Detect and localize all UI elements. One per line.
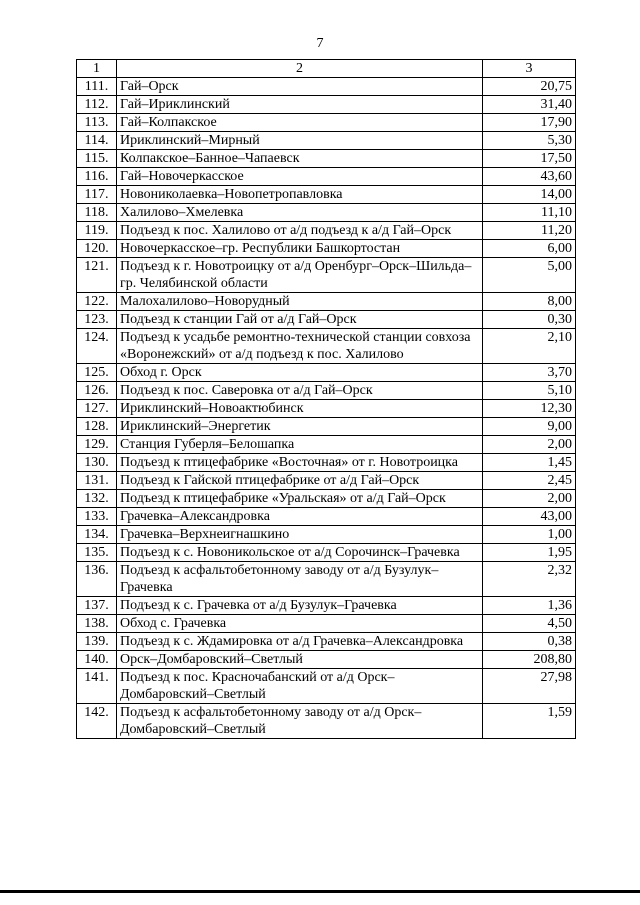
table-row <box>77 382 576 400</box>
table-body <box>77 78 576 739</box>
table-row <box>77 258 576 293</box>
table-row <box>77 114 576 132</box>
row-number: 135. <box>77 544 117 562</box>
table-row <box>77 669 576 704</box>
row-number: 136. <box>77 562 117 597</box>
table-row <box>77 633 576 651</box>
road-name: Малохалилово–Новорудный <box>117 293 483 311</box>
road-length: 1,59 <box>483 704 576 739</box>
road-name: Подъезд к птицефабрике «Уральская» от а/д Гай–Орск <box>117 490 483 508</box>
table-row <box>77 544 576 562</box>
row-number: 137. <box>77 597 117 615</box>
table-row <box>77 651 576 669</box>
table-row <box>77 436 576 454</box>
road-name: Подъезд к птицефабрике «Восточная» от г. Новотроицка <box>117 454 483 472</box>
road-name: Обход г. Орск <box>117 364 483 382</box>
road-length: 2,10 <box>483 329 576 364</box>
row-number: 125. <box>77 364 117 382</box>
road-length: 1,45 <box>483 454 576 472</box>
table-row <box>77 78 576 96</box>
road-name: Станция Губерля–Белошапка <box>117 436 483 454</box>
road-name: Ириклинский–Новоактюбинск <box>117 400 483 418</box>
table-row <box>77 597 576 615</box>
table-header-row <box>77 60 576 78</box>
table-row <box>77 186 576 204</box>
road-length: 208,80 <box>483 651 576 669</box>
road-name: Подъезд к усадьбе ремонтно-технической станции совхоза «Воронежский» от а/д подъезд к пос. Халилово <box>117 329 483 364</box>
row-number: 118. <box>77 204 117 222</box>
road-name: Орск–Домбаровский–Светлый <box>117 651 483 669</box>
table-row <box>77 508 576 526</box>
road-length: 0,38 <box>483 633 576 651</box>
road-name: Подъезд к станции Гай от а/д Гай–Орск <box>117 311 483 329</box>
road-name: Гай–Колпакское <box>117 114 483 132</box>
road-length: 2,00 <box>483 436 576 454</box>
row-number: 113. <box>77 114 117 132</box>
row-number: 131. <box>77 472 117 490</box>
table-row <box>77 400 576 418</box>
page-number: 7 <box>316 36 324 51</box>
road-length: 11,10 <box>483 204 576 222</box>
row-number: 138. <box>77 615 117 633</box>
road-length: 5,30 <box>483 132 576 150</box>
road-name: Подъезд к г. Новотроицку от а/д Оренбург–Орск–Шильда–гр. Челябинской области <box>117 258 483 293</box>
row-number: 133. <box>77 508 117 526</box>
row-number: 120. <box>77 240 117 258</box>
road-length: 5,00 <box>483 258 576 293</box>
road-length: 1,95 <box>483 544 576 562</box>
road-length: 8,00 <box>483 293 576 311</box>
road-length: 43,60 <box>483 168 576 186</box>
road-name: Обход с. Грачевка <box>117 615 483 633</box>
road-length: 17,50 <box>483 150 576 168</box>
bottom-rule <box>0 890 640 893</box>
row-number: 130. <box>77 454 117 472</box>
table-row <box>77 364 576 382</box>
road-length: 20,75 <box>483 78 576 96</box>
table-row <box>77 562 576 597</box>
table-row <box>77 526 576 544</box>
road-name: Подъезд к с. Ждамировка от а/д Грачевка–Александровка <box>117 633 483 651</box>
table-row <box>77 168 576 186</box>
row-number: 122. <box>77 293 117 311</box>
column-header-length: 3 <box>483 60 576 78</box>
table-row <box>77 472 576 490</box>
road-length: 43,00 <box>483 508 576 526</box>
table-row <box>77 204 576 222</box>
road-length: 11,20 <box>483 222 576 240</box>
road-name: Гай–Ириклинский <box>117 96 483 114</box>
road-length: 6,00 <box>483 240 576 258</box>
row-number: 119. <box>77 222 117 240</box>
road-name: Подъезд к асфальтобетонному заводу от а/д Орск–Домбаровский–Светлый <box>117 704 483 739</box>
road-length: 1,00 <box>483 526 576 544</box>
table-header <box>77 60 576 78</box>
road-name: Халилово–Хмелевка <box>117 204 483 222</box>
road-name: Подъезд к с. Грачевка от а/д Бузулук–Грачевка <box>117 597 483 615</box>
row-number: 129. <box>77 436 117 454</box>
road-name: Новочеркасское–гр. Республики Башкортостан <box>117 240 483 258</box>
row-number: 128. <box>77 418 117 436</box>
row-number: 142. <box>77 704 117 739</box>
table-row <box>77 132 576 150</box>
road-name: Гай–Орск <box>117 78 483 96</box>
row-number: 111. <box>77 78 117 96</box>
road-length: 0,30 <box>483 311 576 329</box>
road-name: Подъезд к с. Новоникольское от а/д Сорочинск–Грачевка <box>117 544 483 562</box>
road-length: 2,45 <box>483 472 576 490</box>
row-number: 117. <box>77 186 117 204</box>
row-number: 127. <box>77 400 117 418</box>
row-number: 134. <box>77 526 117 544</box>
road-length: 2,32 <box>483 562 576 597</box>
table-row <box>77 704 576 739</box>
road-name: Подъезд к пос. Халилово от а/д подъезд к а/д Гай–Орск <box>117 222 483 240</box>
road-length: 12,30 <box>483 400 576 418</box>
table-row <box>77 418 576 436</box>
row-number: 123. <box>77 311 117 329</box>
row-number: 126. <box>77 382 117 400</box>
row-number: 141. <box>77 669 117 704</box>
road-name: Новониколаевка–Новопетропавловка <box>117 186 483 204</box>
table-row <box>77 311 576 329</box>
row-number: 116. <box>77 168 117 186</box>
road-name: Подъезд к асфальтобетонному заводу от а/д Бузулук–Грачевка <box>117 562 483 597</box>
table-row <box>77 615 576 633</box>
row-number: 115. <box>77 150 117 168</box>
road-name: Подъезд к пос. Красночабанский от а/д Орск–Домбаровский–Светлый <box>117 669 483 704</box>
table-row <box>77 329 576 364</box>
table-row <box>77 96 576 114</box>
road-length: 4,50 <box>483 615 576 633</box>
road-length: 1,36 <box>483 597 576 615</box>
road-name: Подъезд к Гайской птицефабрике от а/д Гай–Орск <box>117 472 483 490</box>
row-number: 140. <box>77 651 117 669</box>
road-name: Колпакское–Банное–Чапаевск <box>117 150 483 168</box>
roads-table <box>76 59 576 739</box>
road-name: Подъезд к пос. Саверовка от а/д Гай–Орск <box>117 382 483 400</box>
road-length: 14,00 <box>483 186 576 204</box>
table-row <box>77 222 576 240</box>
row-number: 112. <box>77 96 117 114</box>
road-length: 17,90 <box>483 114 576 132</box>
road-name: Грачевка–Верхнеигнашкино <box>117 526 483 544</box>
column-header-number: 1 <box>77 60 117 78</box>
row-number: 114. <box>77 132 117 150</box>
table-row <box>77 293 576 311</box>
table-row <box>77 454 576 472</box>
table-row <box>77 150 576 168</box>
road-name: Грачевка–Александровка <box>117 508 483 526</box>
row-number: 124. <box>77 329 117 364</box>
road-length: 31,40 <box>483 96 576 114</box>
road-length: 2,00 <box>483 490 576 508</box>
row-number: 121. <box>77 258 117 293</box>
road-length: 3,70 <box>483 364 576 382</box>
road-name: Гай–Новочеркасское <box>117 168 483 186</box>
column-header-name: 2 <box>117 60 483 78</box>
road-name: Ириклинский–Энергетик <box>117 418 483 436</box>
road-name: Ириклинский–Мирный <box>117 132 483 150</box>
table-row <box>77 490 576 508</box>
row-number: 132. <box>77 490 117 508</box>
road-length: 9,00 <box>483 418 576 436</box>
road-length: 5,10 <box>483 382 576 400</box>
road-length: 27,98 <box>483 669 576 704</box>
table-row <box>77 240 576 258</box>
row-number: 139. <box>77 633 117 651</box>
